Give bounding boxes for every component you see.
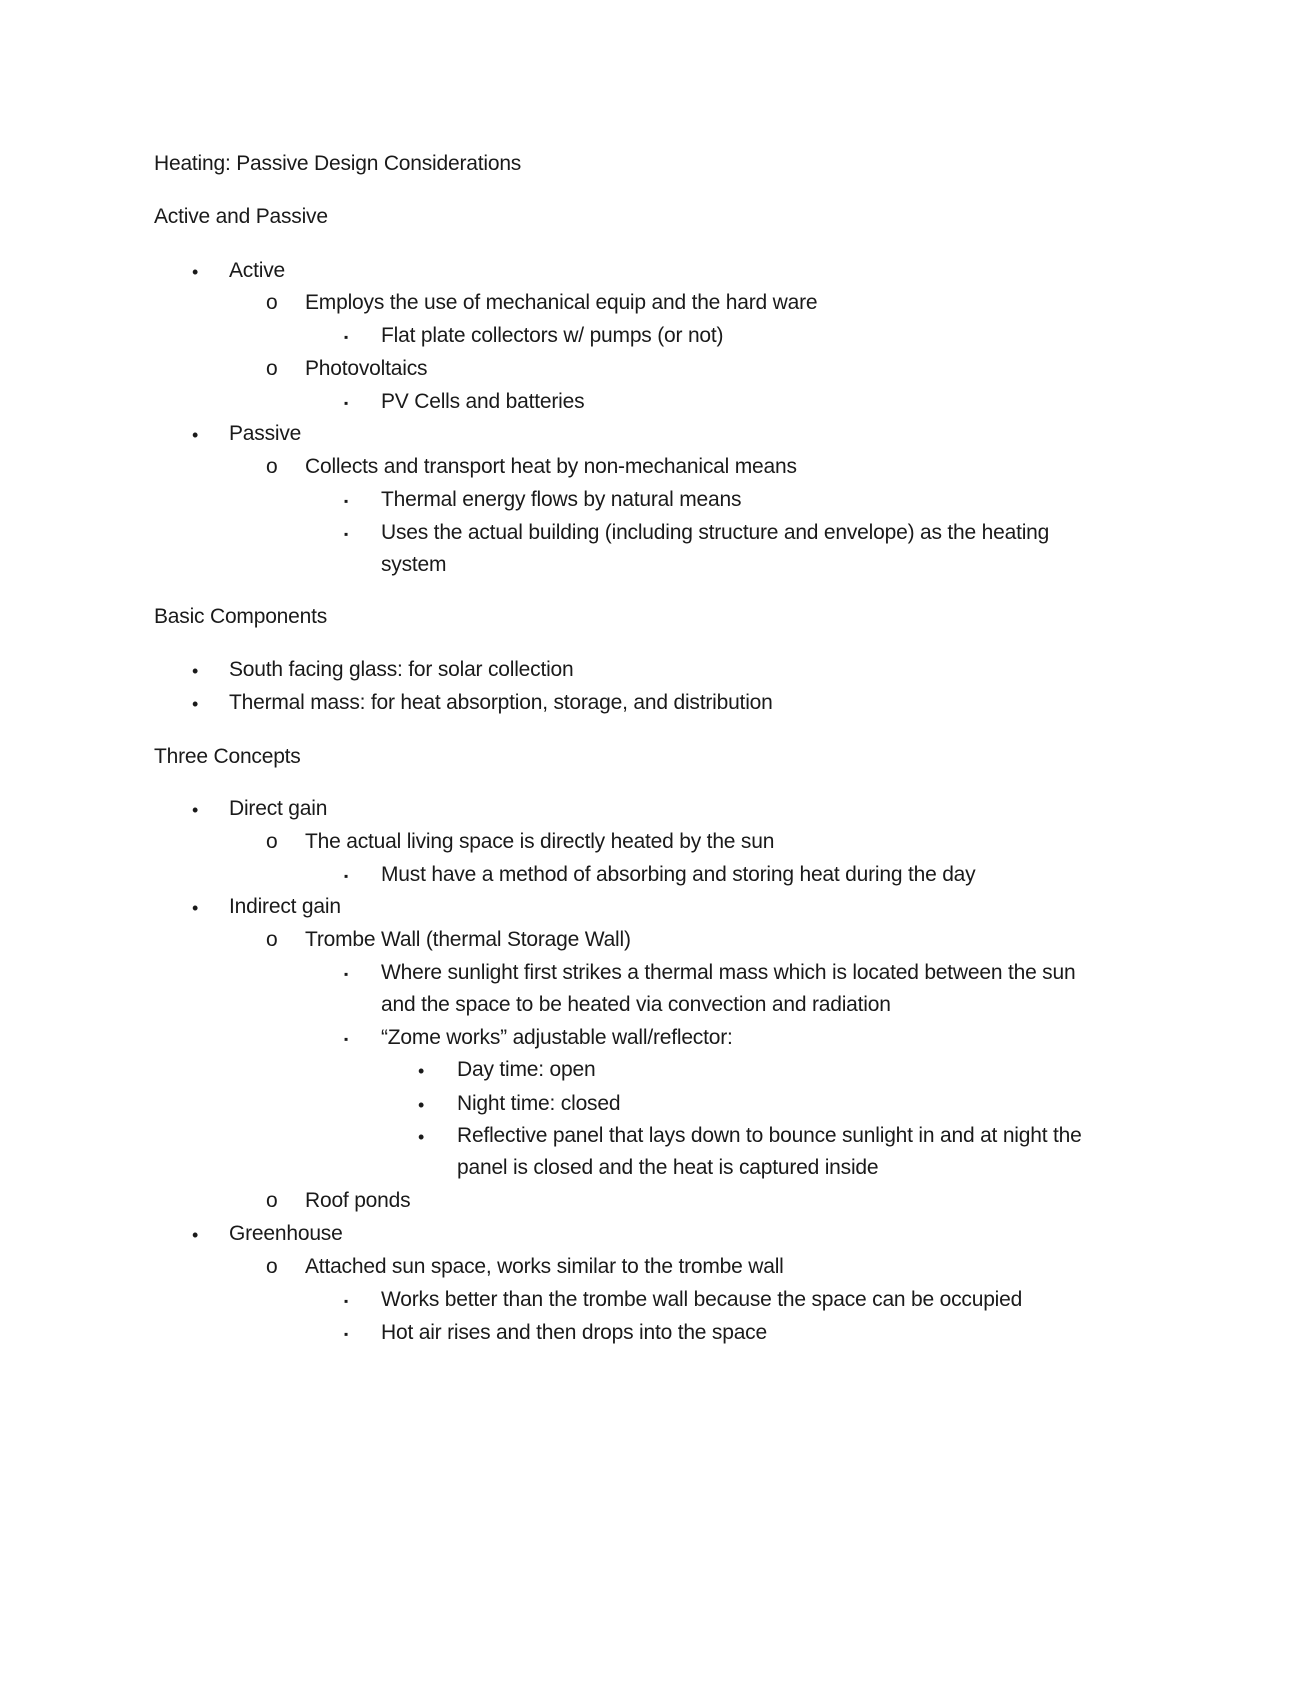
list-item-direct-gain: Direct gain (229, 797, 328, 820)
bullet-marker: • (418, 1127, 425, 1147)
list-item-trombe-wall: Trombe Wall (thermal Storage Wall) (305, 928, 631, 951)
square-marker: ▪ (344, 396, 349, 410)
circle-marker: o (266, 455, 278, 478)
square-marker: ▪ (344, 330, 349, 344)
list-item-works-better: Works better than the trombe wall because the space can be occupied (381, 1288, 1023, 1311)
circle-marker: o (266, 291, 278, 314)
list-item-reflective-cont: panel is closed and the heat is captured inside (457, 1156, 879, 1179)
list-item-reflective: Reflective panel that lays down to bounce sunlight in and at night the (457, 1124, 1082, 1147)
circle-marker: o (266, 928, 278, 951)
square-marker: ▪ (344, 1032, 349, 1046)
list-item-attached-sun: Attached sun space, works similar to the trombe wall (305, 1255, 784, 1278)
list-item-active-employs: Employs the use of mechanical equip and the hard ware (305, 291, 818, 314)
list-item-thermal-mass: Thermal mass: for heat absorption, storage, and distribution (229, 691, 773, 714)
list-item-trombe-where-cont: and the space to be heated via convection and radiation (381, 993, 891, 1016)
document-title: Heating: Passive Design Considerations (154, 152, 522, 175)
bullet-marker: • (192, 800, 199, 820)
list-item-passive: Passive (229, 422, 302, 445)
square-marker: ▪ (344, 869, 349, 883)
circle-marker: o (266, 1255, 278, 1278)
section-heading-active-passive: Active and Passive (154, 205, 328, 228)
list-item-hot-air: Hot air rises and then drops into the space (381, 1321, 767, 1344)
list-item-roof-ponds: Roof ponds (305, 1189, 411, 1212)
list-item-direct-living-space: The actual living space is directly heated by the sun (305, 830, 775, 853)
square-marker: ▪ (344, 1294, 349, 1308)
list-item-flat-plate: Flat plate collectors w/ pumps (or not) (381, 324, 724, 347)
list-item-south-glass: South facing glass: for solar collection (229, 658, 574, 681)
bullet-marker: • (192, 1225, 199, 1245)
square-marker: ▪ (344, 1327, 349, 1341)
list-item-uses-building: Uses the actual building (including structure and envelope) as the heating (381, 521, 1050, 544)
list-item-day-time: Day time: open (457, 1058, 596, 1081)
square-marker: ▪ (344, 967, 349, 981)
circle-marker: o (266, 830, 278, 853)
section-heading-basic-components: Basic Components (154, 605, 328, 628)
list-item-indirect-gain: Indirect gain (229, 895, 341, 918)
bullet-marker: • (418, 1095, 425, 1115)
section-heading-three-concepts: Three Concepts (154, 745, 301, 768)
list-item-night-time: Night time: closed (457, 1092, 621, 1115)
circle-marker: o (266, 1189, 278, 1212)
list-item-active: Active (229, 259, 285, 282)
bullet-marker: • (418, 1061, 425, 1081)
bullet-marker: • (192, 898, 199, 918)
square-marker: ▪ (344, 494, 349, 508)
list-item-thermal-flows: Thermal energy flows by natural means (381, 488, 742, 511)
list-item-pv-cells: PV Cells and batteries (381, 390, 585, 413)
list-item-direct-must-have: Must have a method of absorbing and storing heat during the day (381, 863, 976, 886)
list-item-passive-collects: Collects and transport heat by non-mechanical means (305, 455, 797, 478)
list-item-greenhouse: Greenhouse (229, 1222, 343, 1245)
bullet-marker: • (192, 694, 199, 714)
bullet-marker: • (192, 425, 199, 445)
bullet-marker: • (192, 262, 199, 282)
list-item-photovoltaics: Photovoltaics (305, 357, 428, 380)
circle-marker: o (266, 357, 278, 380)
list-item-trombe-where: Where sunlight first strikes a thermal mass which is located between the sun (381, 961, 1076, 984)
bullet-marker: • (192, 661, 199, 681)
list-item-zome-works: “Zome works” adjustable wall/reflector: (381, 1026, 733, 1049)
list-item-uses-building-cont: system (381, 553, 447, 576)
square-marker: ▪ (344, 527, 349, 541)
